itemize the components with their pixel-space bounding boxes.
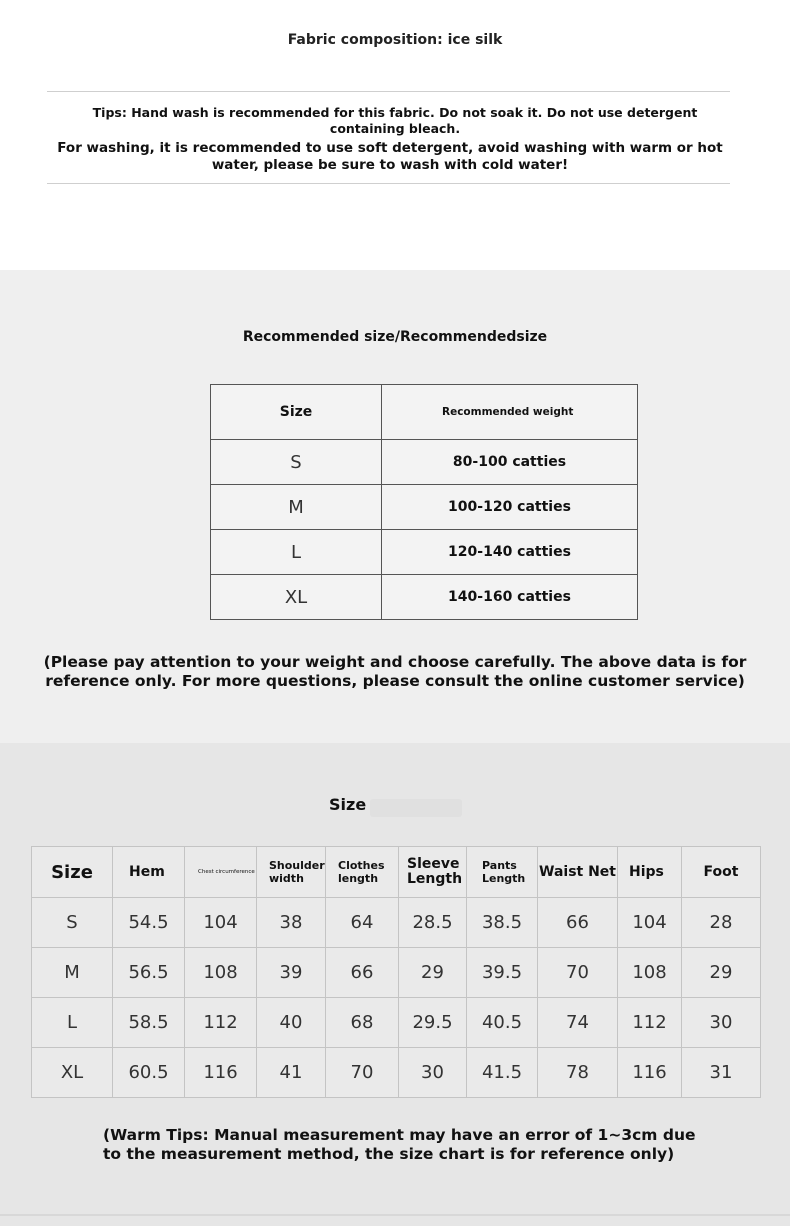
size-chart-section [0, 743, 790, 1226]
size-cell: S [32, 898, 113, 948]
bottom-divider [0, 1214, 790, 1216]
shoulder-cell: 41 [257, 1048, 326, 1098]
shoulder-cell: 39 [257, 948, 326, 998]
size-cell: S [211, 440, 382, 485]
hips-cell: 104 [618, 898, 682, 948]
clothes-length-cell: 70 [326, 1048, 399, 1098]
foot-cell: 29 [682, 948, 761, 998]
sleeve-length-cell: 28.5 [399, 898, 467, 948]
table-row [211, 440, 638, 485]
foot-cell: 31 [682, 1048, 761, 1098]
table-row [32, 898, 761, 948]
fabric-composition: Fabric composition: ice silk [287, 32, 503, 48]
waist-cell: 74 [538, 998, 618, 1048]
pants-length-cell: 38.5 [467, 898, 538, 948]
waist-cell: 78 [538, 1048, 618, 1098]
fabric-care-section [0, 0, 790, 270]
table-row [32, 998, 761, 1048]
table-row [32, 948, 761, 998]
sleeve-length-cell: 30 [399, 1048, 467, 1098]
size-cell: M [211, 485, 382, 530]
table-row [211, 530, 638, 575]
care-tips-line2: For washing, it is recommended to use soft detergent, avoid washing with warm or hot water, please be sure to wash with cold water! [57, 140, 723, 173]
header-size: Size [211, 385, 382, 440]
header-chest: Chest circumference [185, 847, 257, 898]
recommended-size-title: Recommended size/Recommendedsize [242, 329, 548, 345]
weight-cell: 100-120 catties [382, 485, 638, 530]
pants-length-cell: 41.5 [467, 1048, 538, 1098]
size-cell: XL [211, 575, 382, 620]
table-row [211, 485, 638, 530]
clothes-length-cell: 66 [326, 948, 399, 998]
size-cell: L [32, 998, 113, 1048]
chest-cell: 112 [185, 998, 257, 1048]
recommended-note: (Please pay attention to your weight and choose carefully. The above data is for reference only. For more questions, please consult the online customer service) [43, 653, 747, 690]
weight-cell: 120-140 catties [382, 530, 638, 575]
hips-cell: 108 [618, 948, 682, 998]
waist-cell: 66 [538, 898, 618, 948]
foot-cell: 28 [682, 898, 761, 948]
divider-top [47, 91, 730, 92]
foot-cell: 30 [682, 998, 761, 1048]
size-chart-title: Size [329, 795, 367, 814]
weight-cell: 80-100 catties [382, 440, 638, 485]
shoulder-cell: 40 [257, 998, 326, 1048]
hips-cell: 116 [618, 1048, 682, 1098]
recommended-size-section [0, 270, 790, 743]
table-row [211, 575, 638, 620]
header-hips: Hips [618, 847, 682, 898]
header-pants-length: Pants Length [467, 847, 538, 898]
clothes-length-cell: 68 [326, 998, 399, 1048]
header-hem: Hem [113, 847, 185, 898]
table-header-row [211, 385, 638, 440]
hem-cell: 54.5 [113, 898, 185, 948]
hem-cell: 58.5 [113, 998, 185, 1048]
pants-length-cell: 40.5 [467, 998, 538, 1048]
size-chart-table [31, 846, 761, 1098]
hem-cell: 56.5 [113, 948, 185, 998]
clothes-length-cell: 64 [326, 898, 399, 948]
weight-cell: 140-160 catties [382, 575, 638, 620]
header-recommended-weight: Recommended weight [382, 385, 638, 440]
size-cell: XL [32, 1048, 113, 1098]
warm-tips: (Warm Tips: Manual measurement may have an error of 1~3cm due to the measurement method, the size chart is for reference only) [103, 1126, 696, 1163]
shoulder-cell: 38 [257, 898, 326, 948]
header-size: Size [32, 847, 113, 898]
pants-length-cell: 39.5 [467, 948, 538, 998]
waist-cell: 70 [538, 948, 618, 998]
recommended-size-table [210, 384, 638, 620]
header-shoulder: Shoulder width [257, 847, 326, 898]
table-row [32, 1048, 761, 1098]
hem-cell: 60.5 [113, 1048, 185, 1098]
hips-cell: 112 [618, 998, 682, 1048]
size-cell: M [32, 948, 113, 998]
header-clothes-length: Clothes length [326, 847, 399, 898]
care-tips-line1: Tips: Hand wash is recommended for this fabric. Do not soak it. Do not use detergent containing bleach. [92, 105, 698, 136]
chest-cell: 104 [185, 898, 257, 948]
size-cell: L [211, 530, 382, 575]
sleeve-length-cell: 29.5 [399, 998, 467, 1048]
chest-cell: 108 [185, 948, 257, 998]
title-smudge [370, 799, 462, 817]
header-foot: Foot [682, 847, 761, 898]
table-header-row [32, 847, 761, 898]
divider-bottom [47, 183, 730, 184]
header-waist-net: Waist Net [538, 847, 618, 898]
sleeve-length-cell: 29 [399, 948, 467, 998]
chest-cell: 116 [185, 1048, 257, 1098]
header-sleeve-length: Sleeve Length [399, 847, 467, 898]
